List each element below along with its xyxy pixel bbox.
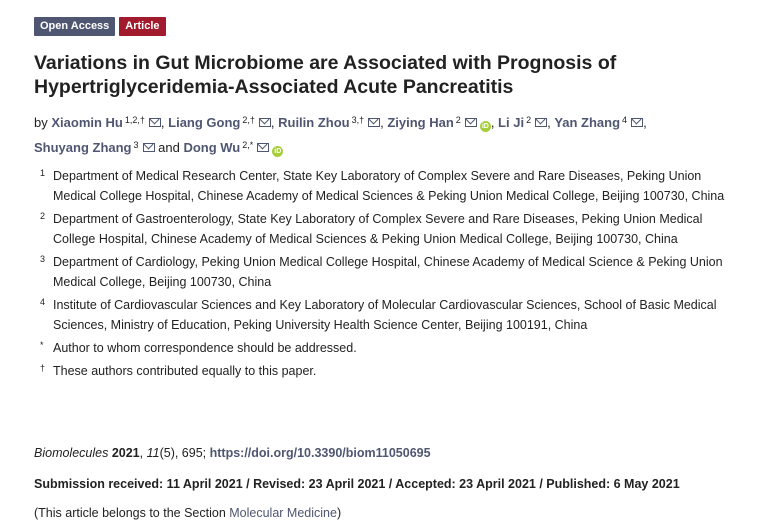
author-separator: , xyxy=(380,115,388,130)
affiliation-item xyxy=(34,166,734,206)
affiliation-text: Department of Medical Research Center, State Key Laboratory of Complex Severe and Rare Diseases, Peking Union Medical College Hospital, Chinese Academy of Medical Sciences & Peking Union Medical College, Beijing 100730, China xyxy=(53,169,725,203)
author-item xyxy=(554,115,646,130)
note-text: These authors contributed equally to this paper. xyxy=(53,364,317,378)
author-name-link[interactable]: Yan Zhang xyxy=(554,115,621,130)
open-access-badge[interactable]: Open Access xyxy=(34,17,115,36)
envelope-icon[interactable] xyxy=(257,143,269,152)
correspondence-note xyxy=(34,338,734,358)
author-affil-sup: 2 xyxy=(526,115,532,125)
envelope-icon[interactable] xyxy=(631,118,643,127)
citation: Biomolecules 2021, 11(5), 695; https://doi.org/10.3390/biom11050695 xyxy=(34,446,431,460)
author-item xyxy=(34,140,183,155)
citation-issue-pages: (5), 695; xyxy=(159,446,207,460)
author-affil-sup: 3,† xyxy=(351,115,365,125)
envelope-icon[interactable] xyxy=(535,118,547,127)
section-link[interactable]: Molecular Medicine xyxy=(229,506,337,520)
title-line-2: Hypertriglyceridemia-Associated Acute Pancreatitis xyxy=(34,76,514,98)
author-name-link[interactable]: Li Ji xyxy=(498,115,525,130)
author-item xyxy=(51,115,168,130)
badges xyxy=(34,17,166,36)
author-affil-sup: 3 xyxy=(133,140,139,150)
author-separator: , xyxy=(160,115,169,130)
section-suffix: ) xyxy=(336,506,342,520)
publication-dates: Submission received: 11 April 2021 / Revised: 23 April 2021 / Accepted: 23 April 2021 / Published: 6 May 2021 xyxy=(34,477,680,491)
author-list xyxy=(34,109,754,159)
author-affil-sup: 2 xyxy=(455,115,461,125)
author-name-link[interactable]: Shuyang Zhang xyxy=(34,140,132,155)
affiliation-item xyxy=(34,209,734,249)
author-name-link[interactable]: Xiaomin Hu xyxy=(51,115,123,130)
envelope-icon[interactable] xyxy=(149,118,161,127)
citation-volume: 11 xyxy=(146,446,160,460)
orcid-icon[interactable]: iD xyxy=(274,148,282,155)
article-badge: Article xyxy=(119,17,165,36)
orcid-icon[interactable]: iD xyxy=(481,123,489,130)
author-separator: , xyxy=(547,115,555,130)
by-label: by xyxy=(34,115,48,130)
affiliation-number: 1 xyxy=(40,168,46,178)
author-item xyxy=(498,115,554,130)
author-separator: and xyxy=(154,140,184,155)
affiliation-list xyxy=(34,166,734,384)
affiliation-text: Institute of Cardiovascular Sciences and Key Laboratory of Molecular Cardiovascular Sciences, School of Basic Medical Sciences, Ministry of Education, Peking University Health Science Center, Beijing 100191, China xyxy=(53,298,717,332)
author-separator: , xyxy=(270,115,279,130)
author-name-link[interactable]: Ziying Han xyxy=(387,115,454,130)
author-item xyxy=(183,140,283,155)
equal-contribution-note xyxy=(34,361,734,381)
affiliation-item xyxy=(34,252,734,292)
author-item xyxy=(168,115,278,130)
affiliation-number: 4 xyxy=(40,297,46,307)
author-affil-sup: 1,2,† xyxy=(124,115,145,125)
note-symbol: † xyxy=(40,363,46,373)
affiliation-text: Department of Gastroenterology, State Key Laboratory of Complex Severe and Rare Diseases, Peking Union Medical College Hospital, Chinese Academy of Medical Sciences & Peking Union Medical College, Beijing 100730, China xyxy=(53,212,703,246)
author-item xyxy=(387,115,498,130)
section-prefix: (This article belongs to the Section xyxy=(34,506,226,520)
envelope-icon[interactable] xyxy=(368,118,380,127)
article-title xyxy=(34,51,754,99)
envelope-icon[interactable] xyxy=(465,118,477,127)
journal-name: Biomolecules xyxy=(34,446,109,460)
affiliation-number: 3 xyxy=(40,254,46,264)
affiliation-text: Department of Cardiology, Peking Union Medical College Hospital, Chinese Academy of Medical Science & Peking Union Medical College, Beijing 100730, China xyxy=(53,255,723,289)
envelope-icon[interactable] xyxy=(259,118,271,127)
author-name-link[interactable]: Liang Gong xyxy=(168,115,241,130)
author-name-link[interactable]: Dong Wu xyxy=(183,140,241,155)
note-symbol: * xyxy=(40,340,44,350)
author-separator: , xyxy=(643,115,647,130)
author-separator: , xyxy=(490,115,499,130)
doi-link[interactable]: https://doi.org/10.3390/biom11050695 xyxy=(209,446,431,460)
author-affil-sup: 2,† xyxy=(242,115,255,125)
envelope-icon[interactable] xyxy=(143,143,155,152)
author-name-link[interactable]: Ruilin Zhou xyxy=(278,115,350,130)
author-item xyxy=(278,115,387,130)
affiliation-item xyxy=(34,295,734,335)
author-affil-sup: 4 xyxy=(622,115,628,125)
affiliation-number: 2 xyxy=(40,211,46,221)
section-note xyxy=(34,506,341,520)
title-line-1: Variations in Gut Microbiome are Associated with Prognosis of xyxy=(34,52,617,74)
citation-year: 2021 xyxy=(111,446,140,460)
note-text: Author to whom correspondence should be addressed. xyxy=(53,341,357,355)
author-affil-sup: 2,* xyxy=(242,140,254,150)
